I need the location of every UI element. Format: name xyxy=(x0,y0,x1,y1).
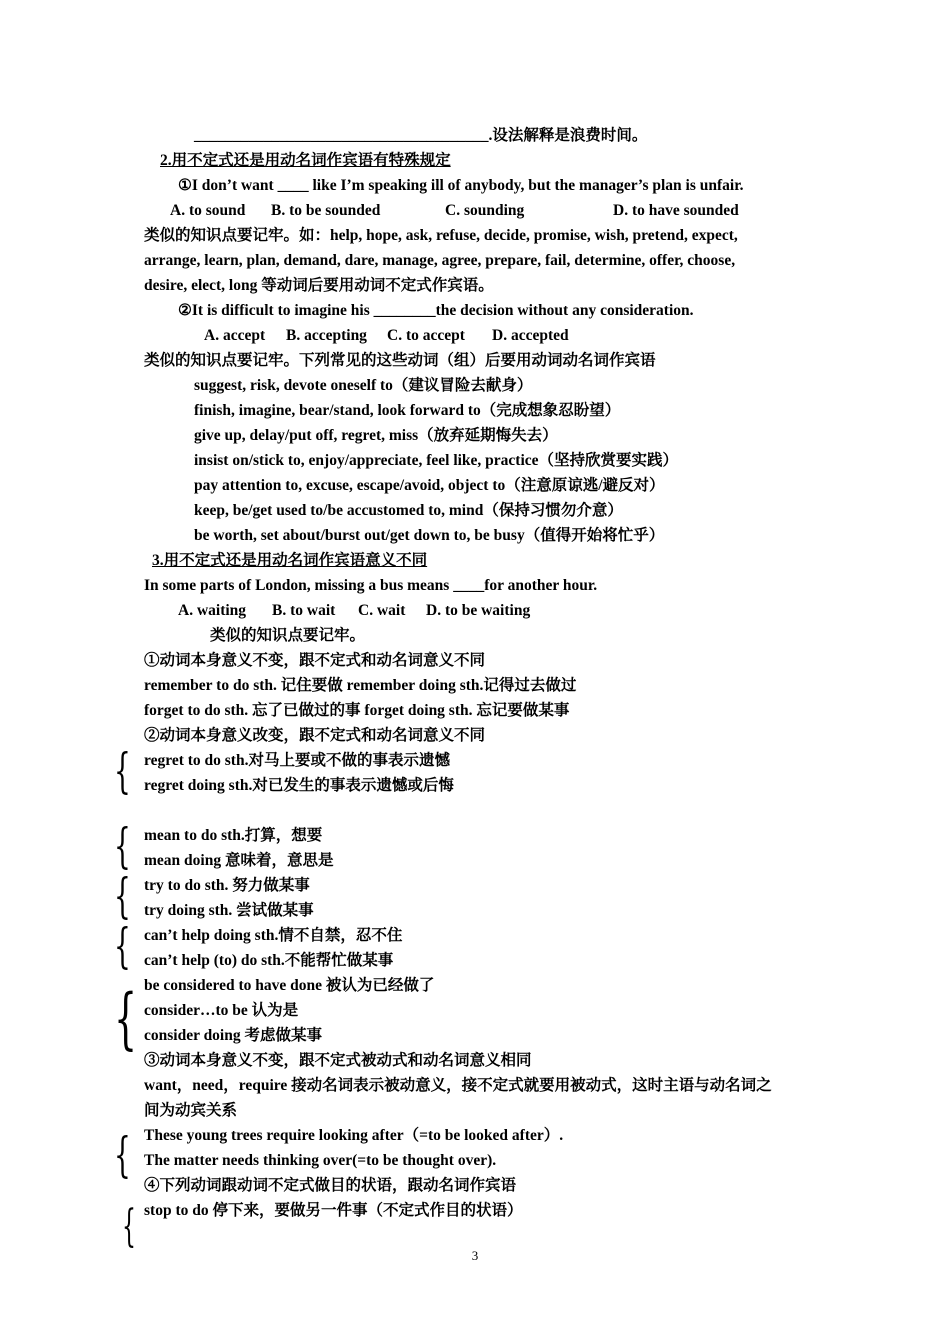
page-number: 3 xyxy=(471,1248,479,1263)
subheading: ②动词本身意义改变，跟不定式和动名词意义不同 xyxy=(144,727,486,744)
question-2-options xyxy=(204,326,569,346)
gerund-verb-group: give up, delay/put off, regret, miss（放弃延期悔失去） xyxy=(194,427,558,444)
usage-line: try doing sth. 尝试做某事 xyxy=(144,902,314,919)
question-1-options xyxy=(170,201,739,221)
option-c: C. sounding xyxy=(445,202,525,219)
usage-line: try to do sth. 努力做某事 xyxy=(144,877,310,894)
brace-icon: { xyxy=(114,818,131,874)
gerund-verb-group: pay attention to, excuse, escape/avoid, object to（注意原谅逃/避反对） xyxy=(194,477,665,494)
usage-line: forget to do sth. 忘了已做过的事 forget doing sth. 忘记要做某事 xyxy=(144,702,570,719)
option-b: B. accepting xyxy=(286,327,367,344)
usage-line: mean doing 意味着，意思是 xyxy=(144,852,334,869)
usage-line: be considered to have done 被认为已经做了 xyxy=(144,977,435,994)
brace-icon: { xyxy=(114,918,131,974)
option-a: A. to sound xyxy=(170,202,246,219)
option-c: C. to accept xyxy=(387,327,465,344)
brace-icon: { xyxy=(114,1127,131,1183)
fill-blank-line: ______________________________________.设法解释是浪费时间。 xyxy=(194,127,648,144)
gerund-verb-group: insist on/stick to, enjoy/appreciate, feel like, practice（坚持欣赏要实践） xyxy=(194,452,679,469)
example-sentence: These young trees require looking after（=to be looked after）. xyxy=(144,1127,564,1144)
section-heading-2: 2.用不定式还是用动名词作宾语有特殊规定 xyxy=(160,152,451,169)
usage-line: consider…to be 认为是 xyxy=(144,1002,299,1019)
option-a: A. accept xyxy=(204,327,266,344)
usage-line: can’t help doing sth.情不自禁，忍不住 xyxy=(144,927,403,944)
subheading: ③动词本身意义不变，跟不定式被动式和动名词意义相同 xyxy=(144,1052,532,1069)
brace-icon: { xyxy=(114,743,131,799)
usage-line: stop to do 停下来，要做另一件事（不定式作目的状语） xyxy=(144,1202,523,1219)
usage-line: consider doing 考虑做某事 xyxy=(144,1027,322,1044)
paragraph-line: arrange, learn, plan, demand, dare, manage, agree, prepare, fail, determine, offer, choose, xyxy=(144,252,736,269)
usage-line: remember to do sth. 记住要做 remember doing sth.记得过去做过 xyxy=(144,677,577,694)
paragraph-line: 类似的知识点要记牢。下列常见的这些动词（组）后要用动词动名词作宾语 xyxy=(144,352,656,369)
option-d: D. to be waiting xyxy=(426,602,531,619)
option-c: C. wait xyxy=(358,602,406,619)
subheading: ④下列动词跟动词不定式做目的状语，跟动名词作宾语 xyxy=(144,1177,517,1194)
gerund-verb-group: finish, imagine, bear/stand, look forward to（完成想象忍盼望） xyxy=(194,402,621,419)
question-2: ②It is difficult to imagine his ________the decision without any consideration. xyxy=(178,302,694,319)
option-b: B. to be sounded xyxy=(271,202,381,219)
option-a: A. waiting xyxy=(178,602,247,619)
paragraph-line: 类似的知识点要记牢。 xyxy=(210,627,366,644)
option-d: D. to have sounded xyxy=(613,202,739,219)
paragraph-line: desire, elect, long 等动词后要用动词不定式作宾语。 xyxy=(144,277,494,294)
usage-line: mean to do sth.打算，想要 xyxy=(144,827,323,844)
brace-icon: { xyxy=(114,868,131,924)
option-d: D. accepted xyxy=(492,327,569,344)
paragraph-line: 类似的知识点要记牢。如：help, hope, ask, refuse, decide, promise, wish, pretend, expect, xyxy=(144,227,738,244)
usage-line: regret to do sth.对马上要或不做的事表示遗憾 xyxy=(144,752,450,769)
section-heading-3: 3.用不定式还是用动名词作宾语意义不同 xyxy=(152,552,428,569)
subheading: ①动词本身意义不变，跟不定式和动名词意义不同 xyxy=(144,652,486,669)
question-3: In some parts of London, missing a bus means ____for another hour. xyxy=(144,577,598,594)
option-b: B. to wait xyxy=(272,602,336,619)
paragraph-line: want，need，require 接动名词表示被动意义，接不定式就要用被动式，这时主语与动名词之 xyxy=(144,1077,772,1094)
question-3-options xyxy=(178,601,530,621)
usage-line: regret doing sth.对已发生的事表示遗憾或后悔 xyxy=(144,777,454,794)
brace-icon: { xyxy=(114,980,138,1057)
gerund-verb-group: keep, be/get used to/be accustomed to, mind（保持习惯勿介意） xyxy=(194,502,623,519)
question-1: ①I don’t want ____ like I’m speaking ill of anybody, but the manager’s plan is unfair. xyxy=(178,177,744,194)
gerund-verb-group: suggest, risk, devote oneself to（建议冒险去献身） xyxy=(194,377,533,394)
paragraph-line: 间为动宾关系 xyxy=(144,1102,238,1119)
gerund-verb-group: be worth, set about/burst out/get down to, be busy（值得开始将忙乎） xyxy=(194,527,665,544)
usage-line: can’t help (to) do sth.不能帮忙做某事 xyxy=(144,952,394,969)
example-sentence: The matter needs thinking over(=to be thought over). xyxy=(144,1152,497,1169)
brace-icon: { xyxy=(122,1201,136,1252)
